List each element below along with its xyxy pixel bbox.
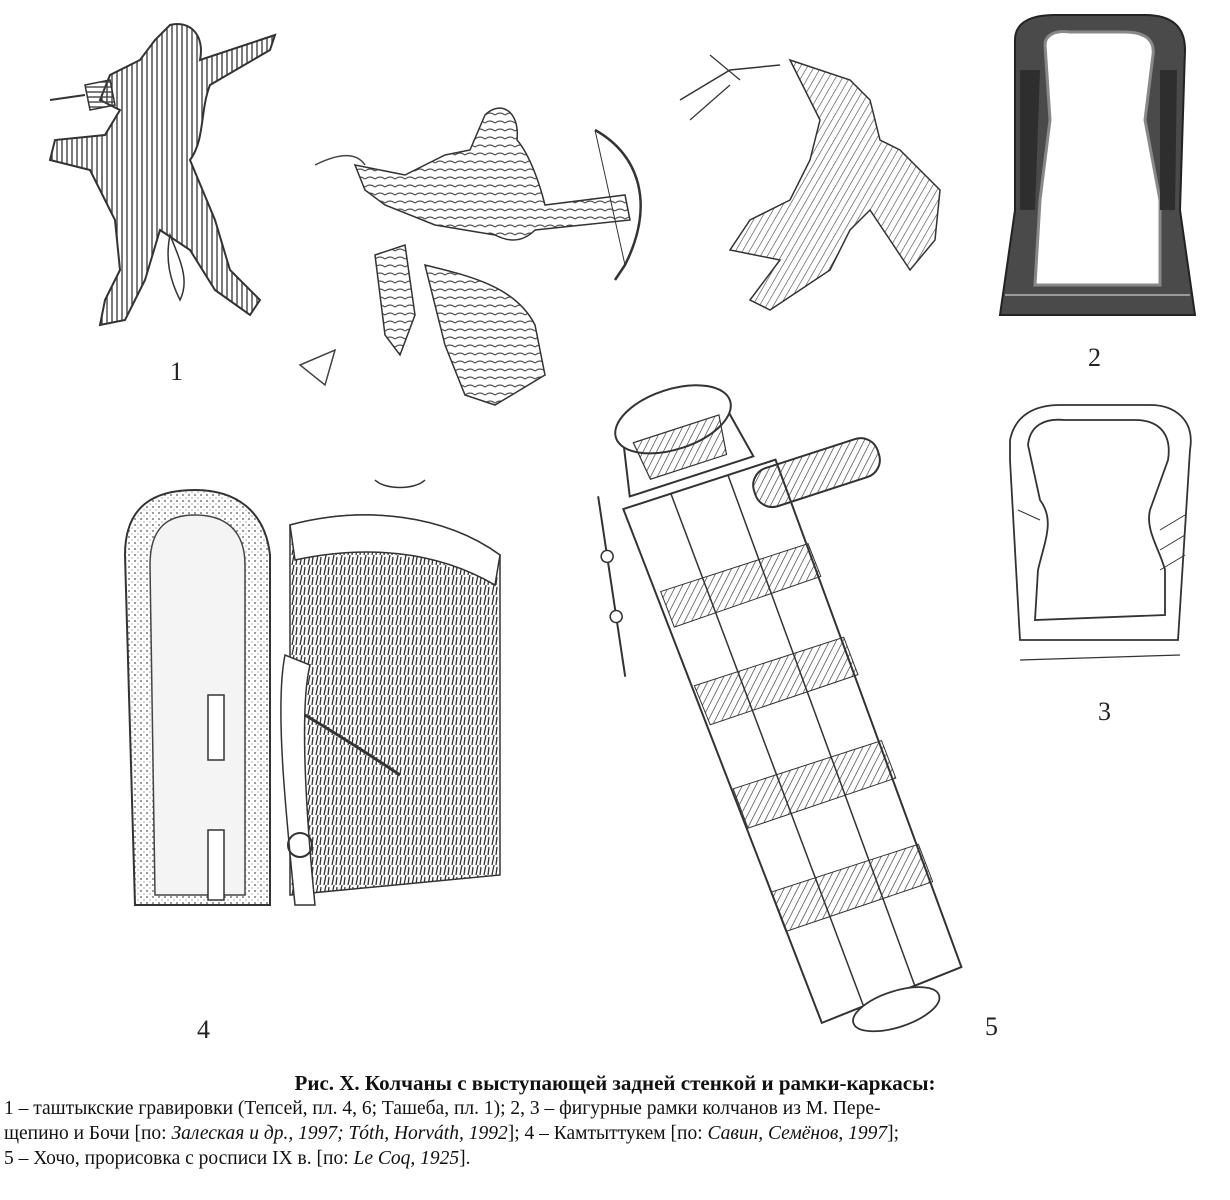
figure-3-frame-drawing xyxy=(1000,400,1200,690)
figure-1-engraving xyxy=(30,20,280,340)
figure-1-rider xyxy=(670,40,960,320)
figure-5-painted-quiver xyxy=(580,330,980,1070)
caption-line-1: 1 – таштыкские гравировки (Тепсей, пл. 4, 6; Ташеба, пл. 1); 2, 3 – фигурные рамки колчанов из М. Пере- xyxy=(4,1098,881,1119)
figure-4-quiver-drawing xyxy=(115,475,515,1020)
figure-5-number: 5 xyxy=(985,1012,998,1041)
caption-line-2: щепино и Бочи [по: Залеская и др., 1997; Tóth, Horváth, 1992]; 4 – Камтыттукем [по: Савин, Семёнов, 1997]; xyxy=(4,1123,899,1144)
figure-caption xyxy=(0,1070,1230,1171)
caption-line-3: 5 – Хочо, прорисовка с росписи IX в. [по: Le Coq, 1925]. xyxy=(4,1148,471,1169)
figure-3-number: 3 xyxy=(1098,697,1111,726)
caption-title: Рис. X. Колчаны с выступающей задней стенкой и рамки-каркасы: xyxy=(294,1071,936,1095)
figure-4-number: 4 xyxy=(197,1015,210,1044)
figure-2-frame-photo xyxy=(995,10,1200,330)
caption-body xyxy=(0,1096,1230,1171)
figure-1-number: 1 xyxy=(170,357,183,386)
figure-2-number: 2 xyxy=(1088,343,1101,372)
